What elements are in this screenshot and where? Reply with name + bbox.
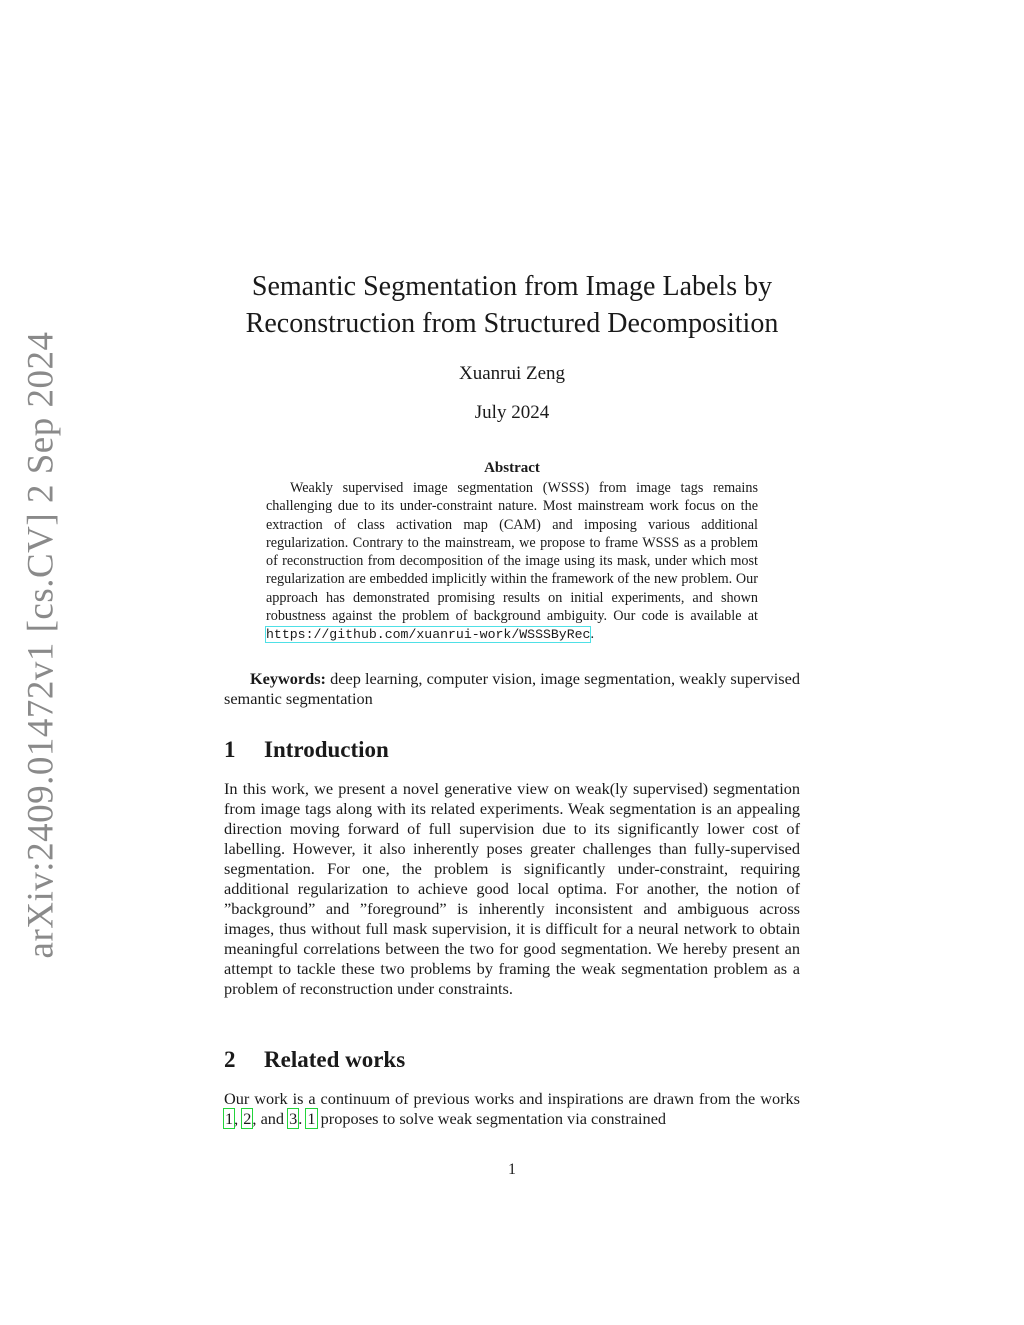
section-heading-introduction — [224, 736, 800, 764]
related-works-paragraph — [224, 1089, 800, 1129]
related-text-end: proposes to solve weak segmentation via constrained — [316, 1109, 667, 1128]
introduction-paragraph: In this work, we present a novel generative view on weak(ly supervised) segmentation from image tags along with its related experiments. Weak segmentation is an appealing direction moving forward of full supervision due to its significantly lower cost of labelling. However, it also inherently poses greater challenges than fully-supervised segmentation. For one, the problem is significantly under-constraint, requiring additional regularization to achieve good local optima. For another, the notion of ”background” and ”foreground” is inherently inconsistent and ambiguous across images, thus without full mask supervision, it is difficult for a neural network to obtain meaningful correlations between the two for good segmentation. We hereby present an attempt to tackle these two problems by framing the weak segmentation problem as a problem of reconstruction under constraints. — [224, 779, 800, 998]
abstract-end: . — [590, 626, 595, 643]
keywords — [224, 669, 800, 709]
paper-title — [224, 268, 800, 342]
citation-link[interactable]: 3 — [289, 1109, 298, 1128]
related-text-start: Our work is a continuum of previous works and inspirations are drawn from the works — [224, 1089, 800, 1108]
section-title: Introduction — [264, 737, 389, 762]
citation-link[interactable]: 1 — [225, 1109, 234, 1128]
keywords-label: Keywords: — [250, 669, 326, 688]
code-repository-link[interactable]: https://github.com/xuanrui-work/WSSSByRec — [266, 627, 591, 643]
paper-title-line-2: Reconstruction from Structured Decomposition — [245, 308, 779, 339]
arxiv-identifier: arXiv:2409.01472v1 [cs.CV] 2 Sep 2024 — [20, 331, 62, 959]
abstract-text: Weakly supervised image segmentation (WSSS) from image tags remains challenging due to its under-constraint nature. Most mainstream work focus on the extraction of class activation map (CAM) and imposing various additional regularization. Contrary to the mainstream, we propose to frame WSSS as a problem of reconstruction from decomposition of the image using its mask, under which most regularization are embedded implicitly within the framework of the new problem. Our approach has demonstrated promising results on initial experiments, and shown robustness against the problem of background ambiguity. Our code is available at — [266, 480, 758, 625]
section-number: 2 — [224, 1047, 236, 1072]
abstract-body — [266, 479, 758, 645]
paper-date: July 2024 — [474, 402, 550, 423]
citation-link[interactable]: 1 — [307, 1109, 316, 1128]
citation-separator: . — [298, 1109, 307, 1128]
keywords-text: deep learning, computer vision, image segmentation, weakly supervised semantic segmentation — [224, 669, 800, 708]
paper-author: Xuanrui Zeng — [458, 363, 566, 384]
page-number: 1 — [508, 1161, 516, 1178]
abstract-heading: Abstract — [484, 460, 540, 476]
citation-link[interactable]: 2 — [243, 1109, 252, 1128]
citation-separator: , and — [252, 1109, 289, 1128]
paper-title-line-1: Semantic Segmentation from Image Labels by — [251, 271, 773, 302]
section-number: 1 — [224, 737, 236, 762]
section-heading-related-works — [224, 1046, 800, 1074]
section-title: Related works — [264, 1047, 406, 1072]
citation-separator: , — [234, 1109, 243, 1128]
